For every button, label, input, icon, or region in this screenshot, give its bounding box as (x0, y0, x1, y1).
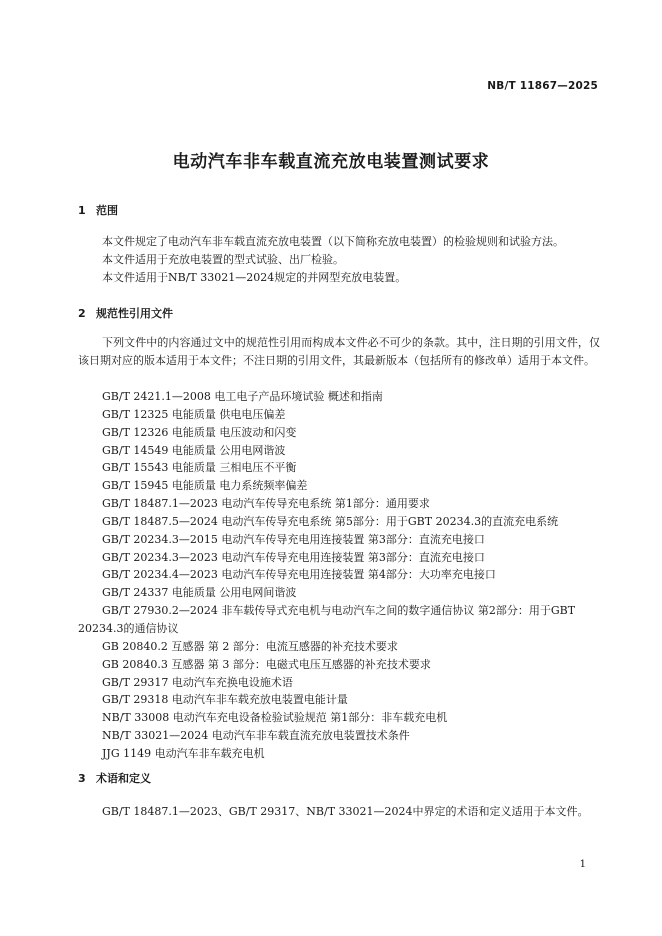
section-1-paragraph-1: 本文件规定了电动汽车非车载直流充放电装置（以下简称充放电装置）的检验规则和试验方法。 (102, 235, 564, 248)
section-3-number: 3 (78, 772, 86, 785)
reference-item: GB 20840.3 互感器 第 3 部分：电磁式电压互感器的补充技术要求 (102, 657, 431, 671)
section-1-paragraph-2: 本文件适用于充放电装置的型式试验、出厂检验。 (102, 253, 344, 266)
standard-code: NB/T 11867—2025 (487, 80, 598, 92)
reference-item: GB/T 20234.3—2023 电动汽车传导充电用连接装置 第3部分：直流充电接口 (102, 550, 485, 564)
reference-item: GB/T 18487.1—2023 电动汽车传导充电系统 第1部分：通用要求 (102, 497, 430, 511)
section-1-paragraph-3: 本文件适用于NB/T 33021—2024规定的并网型充放电装置。 (102, 271, 407, 284)
reference-item: JJG 1149 电动汽车非车载充电机 (102, 746, 265, 760)
reference-item: GB/T 24337 电能质量 公用电网间谐波 (102, 586, 297, 600)
reference-item: GB 20840.2 互感器 第 2 部分：电流互感器的补充技术要求 (102, 639, 398, 653)
page-number: 1 (579, 859, 586, 870)
section-3-paragraph: GB/T 18487.1—2023、GB/T 29317、NB/T 33021—2024中界定的术语和定义适用于本文件。 (102, 805, 589, 818)
reference-item: GB/T 12326 电能质量 电压波动和闪变 (102, 425, 297, 439)
reference-item: GB/T 15945 电能质量 电力系统频率偏差 (102, 479, 308, 493)
reference-item: GB/T 12325 电能质量 供电电压偏差 (102, 407, 286, 421)
reference-item: GB/T 29317 电动汽车充换电设施术语 (102, 675, 293, 689)
reference-item: GB/T 29318 电动汽车非车载充放电装置电能计量 (102, 693, 348, 707)
reference-item: GB/T 18487.5—2024 电动汽车传导充电系统 第5部分：用于GBT 20234.3的直流充电系统 (102, 514, 559, 528)
reference-item: GB/T 2421.1—2008 电工电子产品环境试验 概述和指南 (102, 390, 383, 403)
reference-item: NB/T 33008 电动汽车充电设备检验试验规范 第1部分：非车载充电机 (102, 711, 448, 725)
reference-item: GB/T 27930.2—2024 非车载传导式充电机与电动汽车之间的数字通信协议 第2部分：用于GBT 20234.3的通信协议 (78, 604, 576, 635)
section-1-number: 1 (78, 204, 86, 217)
section-2-number: 2 (78, 307, 86, 320)
document-title: 电动汽车非车载直流充放电装置测试要求 (172, 152, 490, 172)
section-2-title: 规范性引用文件 (96, 307, 173, 320)
section-1-title: 范围 (96, 204, 118, 217)
reference-item: GB/T 14549 电能质量 公用电网谐波 (102, 443, 286, 457)
section-1-heading (78, 202, 118, 218)
reference-item: NB/T 33021—2024 电动汽车非车载直流充放电装置技术条件 (102, 729, 410, 743)
section-2-intro: 下列文件中的内容通过文中的规范性引用而构成本文件必不可少的条款。其中，注日期的引用文件，仅该日期对应的版本适用于本文件；不注日期的引用文件，其最新版本（包括所有的修改单）适用于本文件。 (78, 336, 600, 367)
section-3-title: 术语和定义 (96, 772, 151, 785)
section-3-heading (78, 770, 151, 786)
reference-list (78, 388, 600, 763)
reference-item: GB/T 20234.4—2023 电动汽车传导充电用连接装置 第4部分：大功率充电接口 (102, 568, 496, 582)
reference-item: GB/T 20234.3—2015 电动汽车传导充电用连接装置 第3部分：直流充电接口 (102, 532, 485, 546)
section-2-heading (78, 305, 173, 321)
reference-item: GB/T 15543 电能质量 三相电压不平衡 (102, 461, 297, 475)
